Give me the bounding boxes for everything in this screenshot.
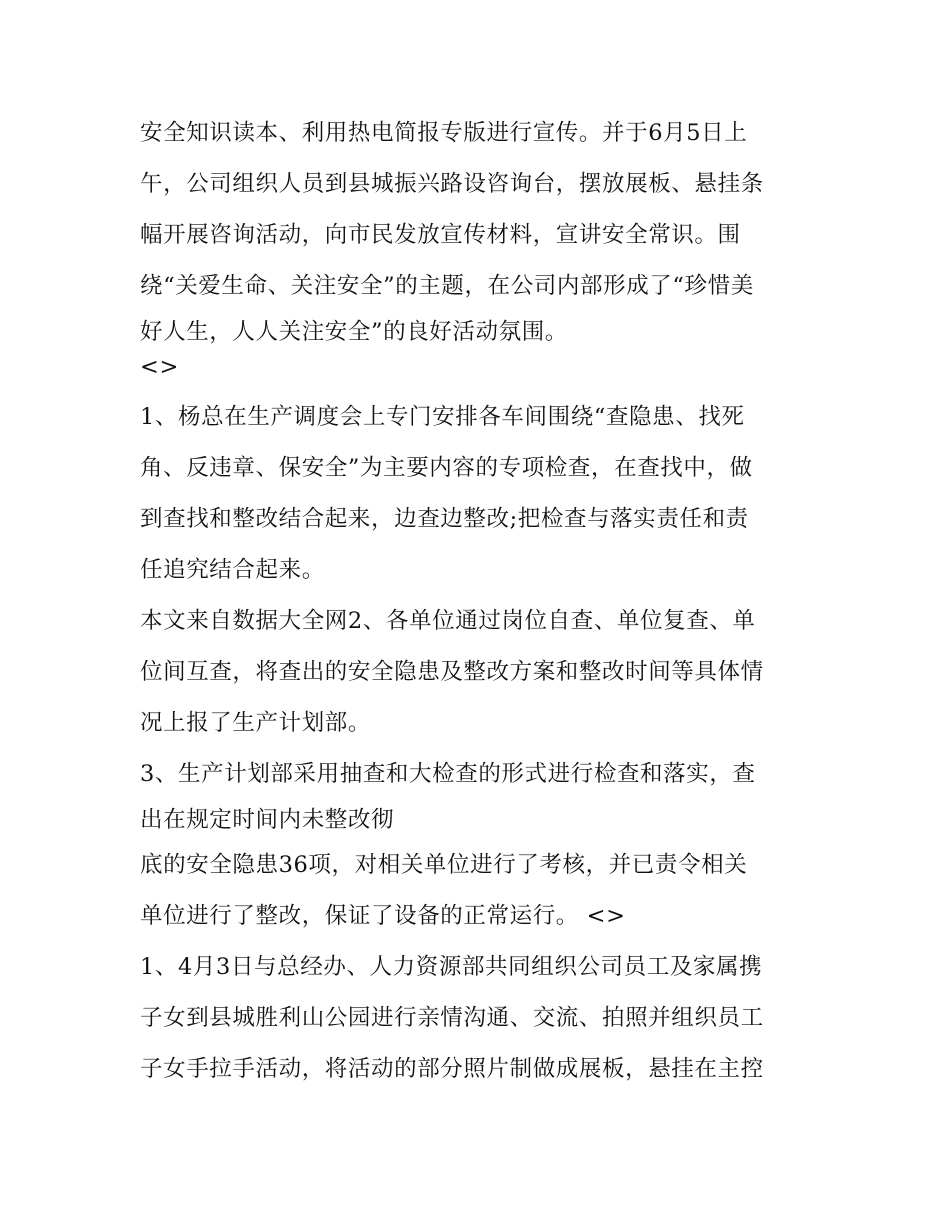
text-line-3: 幅开展咨询活动，向市民发放宣传材料，宣讲安全常识。围: [140, 222, 741, 248]
text-line-11: 本文来自数据大全网2、各单位通过岗位自查、单位复查、单: [140, 608, 756, 634]
text-line-9: 到查找和整改结合起来，边查边整改;把检查与落实责任和责: [140, 506, 749, 532]
text-line-10: 任追究结合起来。: [140, 557, 325, 583]
text-line-5: 好人生，人人关注安全”的良好活动氛围。: [140, 319, 568, 345]
text-line-13: 况上报了生产计划部。: [140, 710, 372, 736]
text-line-14: 3、生产计划部采用抽查和大检查的形式进行检查和落实，查: [140, 761, 756, 787]
text-line-17: 单位进行了整改，保证了设备的正常运行。 <>: [140, 903, 626, 929]
text-line-8: 角、反违章、保安全”为主要内容的专项检查，在查找中，做: [140, 455, 753, 481]
document-body: [140, 108, 820, 1095]
text-line-7: 1、杨总在生产调度会上专门安排各车间围绕“查隐患、找死: [140, 404, 745, 430]
text-line-12: 位间互查，将查出的安全隐患及整改方案和整改时间等具体情: [140, 659, 764, 685]
text-line-18: 1、4月3日与总经办、人力资源部共同组织公司员工及家属携: [140, 954, 763, 980]
text-line-6: <>: [140, 354, 179, 380]
text-line-1: 安全知识读本、利用热电简报专版进行宣传。并于6月5日上: [140, 120, 748, 146]
text-line-19: 子女到县城胜利山公园进行亲情沟通、交流、拍照并组织员工: [140, 1005, 764, 1031]
text-line-20: 子女手拉手活动，将活动的部分照片制做成展板，悬挂在主控: [140, 1056, 764, 1082]
text-line-2: 午，公司组织人员到县城振兴路设咨询台，摆放展板、悬挂条: [140, 171, 764, 197]
text-line-4: 绕“关爱生命、关注安全”的主题，在公司内部形成了“珍惜美: [140, 273, 754, 299]
text-line-15: 出在规定时间内未整改彻: [140, 807, 395, 833]
text-line-16: 底的安全隐患36项，对相关单位进行了考核，并已责令相关: [140, 852, 748, 878]
